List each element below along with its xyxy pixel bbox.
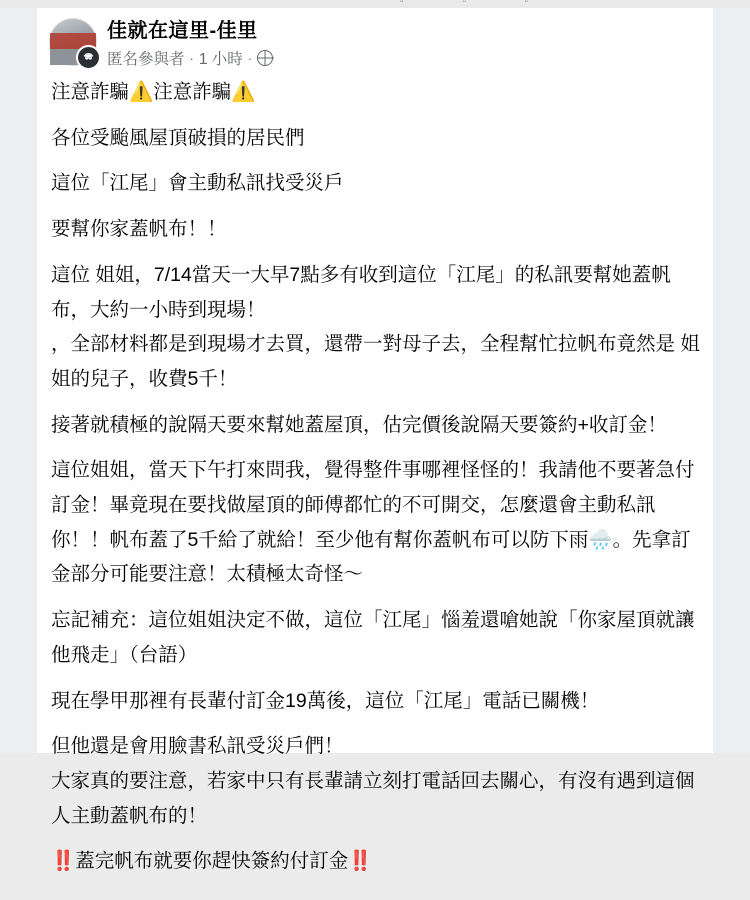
post-body — [37, 73, 713, 900]
post-paragraph: 各位受颱風屋頂破損的居民們 — [51, 126, 305, 149]
post-paragraph: ，全部材料都是到現場才去買，還帶一對母子去，全程幫忙拉帆布竟然是 姐姐的兒子，收費5千！ — [51, 333, 700, 390]
post-paragraph: 要幫你家蓋帆布！！ — [51, 218, 227, 241]
post-byline: 匿名參與者 — [107, 51, 185, 68]
top-strip — [0, 0, 750, 8]
globe-icon[interactable] — [257, 50, 273, 66]
anonymous-mask-icon — [76, 45, 101, 70]
post-header-text — [107, 18, 273, 69]
avatar[interactable] — [49, 18, 97, 66]
facebook-post-card — [37, 8, 713, 873]
post-paragraph: 忘記補充：這位姐姐決定不做，這位「江尾」惱羞還嗆她說「你家屋頂就讓他飛走」（台語） — [51, 609, 695, 666]
post-paragraph: 這位「江尾」會主動私訊找受災戶 — [51, 172, 344, 195]
post-paragraph: 接著就積極的說隔天要來幫她蓋屋頂，估完價後說隔天要簽約+收訂金！ — [51, 413, 667, 436]
post-paragraph: 這位姐姐，當天下午打來問我，覺得整件事哪裡怪怪的！我請他不要著急付訂金！畢竟現在要找做屋頂的師傅都忙的不可開交，怎麼還會主動私訊你！！帆布蓋了5千給了就給！至少他有幫你蓋帆布可以防下雨🌧️。先拿訂金部分可能要注意！太積極太奇怪～ — [51, 459, 695, 586]
post-meta — [107, 47, 273, 69]
post-header — [37, 8, 713, 73]
meta-separator-2: · — [247, 50, 253, 66]
page-name[interactable]: 佳就在這里-佳里 — [107, 20, 258, 42]
meta-separator-1: · — [189, 50, 194, 66]
post-paragraph: 大家真的要注意，若家中只有長輩請立刻打電話回去關心，有沒有遇到這個人主動蓋帆布的！ — [51, 769, 695, 827]
post-time[interactable]: 1 小時 — [198, 51, 243, 68]
post-paragraph: 但他還是會用臉書私訊受災戶們！ — [51, 735, 344, 758]
post-paragraph: 注意詐騙⚠️注意詐騙⚠️ — [51, 81, 256, 103]
post-paragraph: 現在學甲那裡有長輩付訂金19萬後，這位「江尾」電話已關機！ — [51, 689, 600, 712]
post-paragraph: ‼️蓋完帆布就要你趕快簽約付訂金‼️ — [51, 850, 373, 873]
top-strip-icons: ▫ ▫ ▫ — [400, 0, 557, 7]
post-paragraph: 這位 姐姐，7/14當天一大早7點多有收到這位「江尾」的私訊要幫她蓋帆布，大約一小時到現場！ — [51, 263, 671, 321]
